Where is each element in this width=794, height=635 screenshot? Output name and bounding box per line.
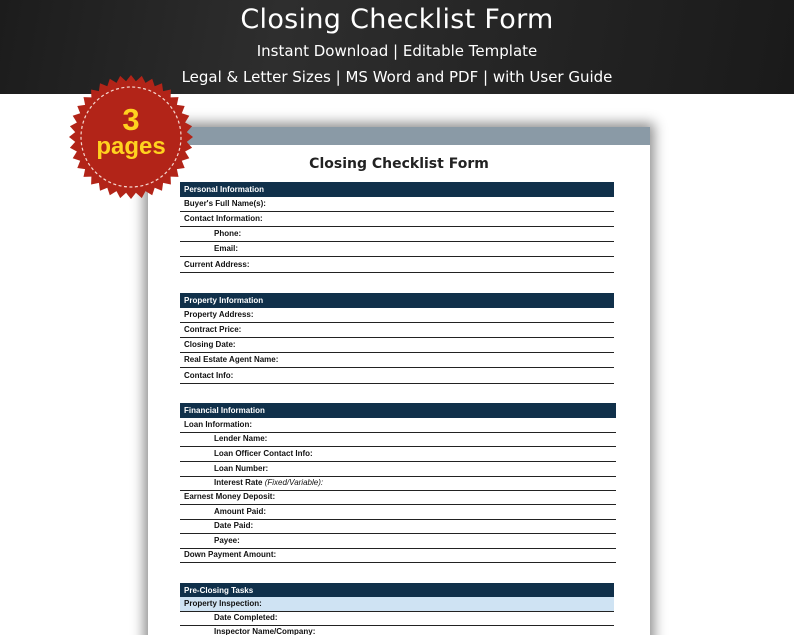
field-contract-price: Contract Price:: [180, 323, 614, 338]
field-contact-information: Contact Information:: [180, 212, 614, 227]
section-pre-closing-tasks: Pre-Closing Tasks: [180, 583, 614, 598]
page-header-strip: [148, 127, 650, 145]
field-current-address: Current Address:: [180, 258, 614, 273]
field-lender-name: Lender Name:: [180, 432, 616, 447]
field-property-address: Property Address:: [180, 308, 614, 323]
field-down-payment: Down Payment Amount:: [180, 548, 616, 563]
form-page-preview: [148, 127, 650, 635]
field-closing-date: Closing Date:: [180, 338, 614, 353]
field-loan-number: Loan Number:: [180, 462, 616, 477]
section-personal-information: Personal Information: [180, 182, 614, 197]
field-amount-paid: Amount Paid:: [180, 505, 616, 520]
form-title: Closing Checklist Form: [309, 156, 489, 172]
field-buyer-name: Buyer's Full Name(s):: [180, 197, 614, 212]
field-earnest-money: Earnest Money Deposit:: [180, 490, 616, 505]
field-payee: Payee:: [180, 534, 616, 549]
field-agent-name: Real Estate Agent Name:: [180, 353, 614, 368]
field-inspector-name: Inspector Name/Company:: [180, 625, 614, 635]
banner-features: Legal & Letter Sizes | MS Word and PDF | with User Guide: [181, 68, 613, 86]
field-email: Email:: [180, 242, 614, 257]
badge-number: 3: [122, 102, 140, 137]
field-contact-info: Contact Info:: [180, 369, 614, 384]
banner-title: Closing Checklist Form: [240, 4, 554, 35]
field-loan-information: Loan Information:: [180, 418, 616, 433]
section-financial-information: Financial Information: [180, 403, 616, 418]
field-interest-rate: [180, 476, 616, 491]
banner-subtitle: Instant Download | Editable Template: [256, 42, 538, 60]
interest-rate-label: Interest Rate: [214, 478, 263, 487]
interest-rate-note: (Fixed/Variable):: [264, 478, 324, 487]
field-property-inspection: Property Inspection:: [180, 597, 614, 612]
badge-word: pages: [96, 133, 166, 160]
field-phone: Phone:: [180, 227, 614, 242]
field-date-completed: Date Completed:: [180, 611, 614, 626]
pages-badge: [68, 74, 194, 200]
section-property-information: Property Information: [180, 293, 614, 308]
field-date-paid: Date Paid:: [180, 519, 616, 534]
field-loan-officer-contact: Loan Officer Contact Info:: [180, 447, 616, 462]
